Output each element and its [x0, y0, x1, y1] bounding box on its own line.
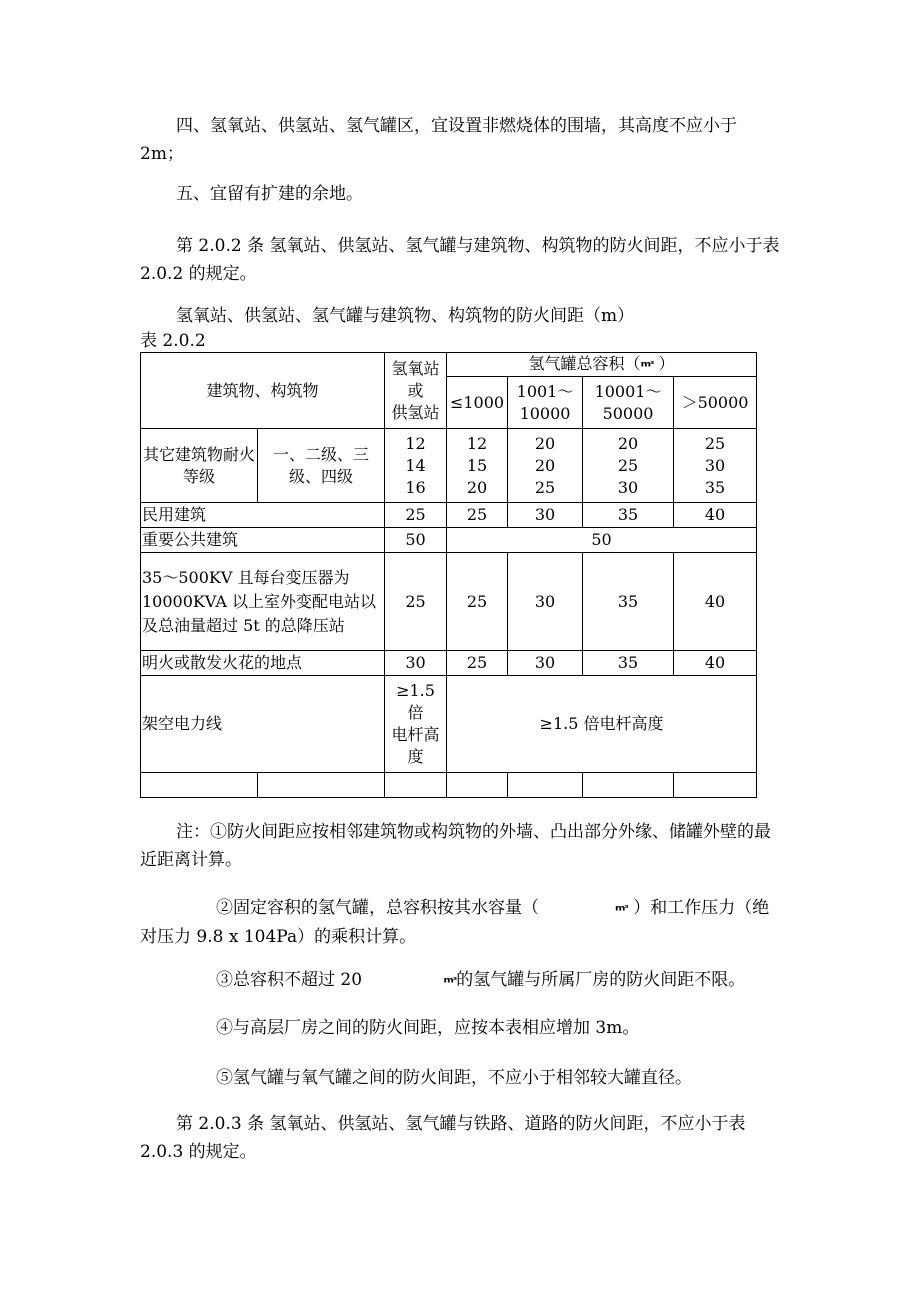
table-cell: 12 14 16	[385, 429, 447, 503]
row-label: 重要公共建筑	[141, 528, 385, 553]
cubic-meter-unit-icon: m³	[443, 975, 457, 985]
table-cell: 20 25 30	[583, 429, 674, 503]
table-caption: 氢氧站、供氢站、氢气罐与建筑物、构筑物的防火间距（m）	[176, 306, 635, 326]
table-row	[141, 675, 757, 772]
row-sublabel: 一、二级、三级、四级	[258, 429, 385, 503]
table-cell: 35	[583, 650, 674, 675]
table-cell: 30	[508, 503, 583, 528]
table-cell: 35	[583, 553, 674, 650]
table-cell: 50	[447, 528, 757, 553]
row-label: 架空电力线	[141, 675, 385, 772]
table-cell: 25	[447, 503, 508, 528]
table-cell: 30	[385, 650, 447, 675]
table-row-empty	[141, 772, 757, 797]
table-row	[141, 553, 757, 650]
table-cell: 25	[447, 553, 508, 650]
table-cell: 40	[674, 650, 757, 675]
table-cell: ≥1.5 倍 电杆高 度	[385, 675, 447, 772]
header-col-4: ＞50000	[674, 377, 757, 429]
table-cell: 35	[583, 503, 674, 528]
note-1: 注：①防火间距应按相邻建筑物或构筑物的外墙、凸出部分外缘、储罐外壁的最近距离计算。	[140, 822, 771, 870]
header-station: 氢氧站 或 供氢站	[385, 353, 447, 429]
row-label: 民用建筑	[141, 503, 385, 528]
table-number: 表 2.0.2	[140, 331, 206, 351]
cubic-meter-unit-icon: m³	[615, 903, 628, 913]
table-header-row	[141, 353, 757, 377]
table-row	[141, 650, 757, 675]
table-cell: ≥1.5 倍电杆高度	[447, 675, 757, 772]
note-2: ②固定容积的氢气罐，总容积按其水容量（ m³ ）和工作压力（绝对压力 9.8 x 104Pa）的乘积计算。	[140, 898, 770, 947]
paragraph-item-5: 五、宜留有扩建的余地。	[176, 184, 363, 204]
table-cell: 25	[385, 503, 447, 528]
note-3: ③总容积不超过 20 m³的氢气罐与所属厂房的防火间距不限。	[216, 970, 746, 990]
table-row	[141, 429, 757, 503]
paragraph-item-4: 四、氢氧站、供氢站、氢气罐区，宜设置非燃烧体的围墙，其高度不应小于2m；	[140, 116, 737, 164]
header-col-3: 10001～ 50000	[583, 377, 674, 429]
header-col-1: ≤1000	[447, 377, 508, 429]
row-label: 明火或散发火花的地点	[141, 650, 385, 675]
note-4: ④与高层厂房之间的防火间距，应按本表相应增加 3m。	[216, 1018, 640, 1038]
table-row	[141, 503, 757, 528]
header-buildings: 建筑物、构筑物	[141, 353, 385, 429]
table-cell: 25	[447, 650, 508, 675]
header-tank-total: 氢气罐总容积（m³ ）	[447, 353, 757, 377]
table-cell: 40	[674, 553, 757, 650]
fire-spacing-table	[140, 352, 757, 798]
cubic-meter-unit-icon: m³	[640, 359, 654, 369]
table-cell: 20 20 25	[508, 429, 583, 503]
table-cell: 50	[385, 528, 447, 553]
table-row	[141, 528, 757, 553]
header-col-2: 1001～ 10000	[508, 377, 583, 429]
table-cell: 40	[674, 503, 757, 528]
note-5: ⑤氢气罐与氧气罐之间的防火间距，不应小于相邻较大罐直径。	[216, 1068, 692, 1088]
table-cell: 25 30 35	[674, 429, 757, 503]
table-cell: 25	[385, 553, 447, 650]
table-cell: 30	[508, 553, 583, 650]
paragraph-article-2-0-3: 第 2.0.3 条 氢氧站、供氢站、氢气罐与铁路、道路的防火间距，不应小于表 2.0.3 的规定。	[140, 1114, 746, 1162]
row-label: 其它建筑物耐火等级	[141, 429, 258, 503]
row-label: 35～500KV 且每台变压器为10000KVA 以上室外变配电站以及总油量超过 5t 的总降压站	[141, 553, 385, 650]
table-cell: 30	[508, 650, 583, 675]
table-cell: 12 15 20	[447, 429, 508, 503]
paragraph-article-2-0-2: 第 2.0.2 条 氢氧站、供氢站、氢气罐与建筑物、构筑物的防火间距，不应小于表 2.0.2 的规定。	[140, 236, 780, 284]
